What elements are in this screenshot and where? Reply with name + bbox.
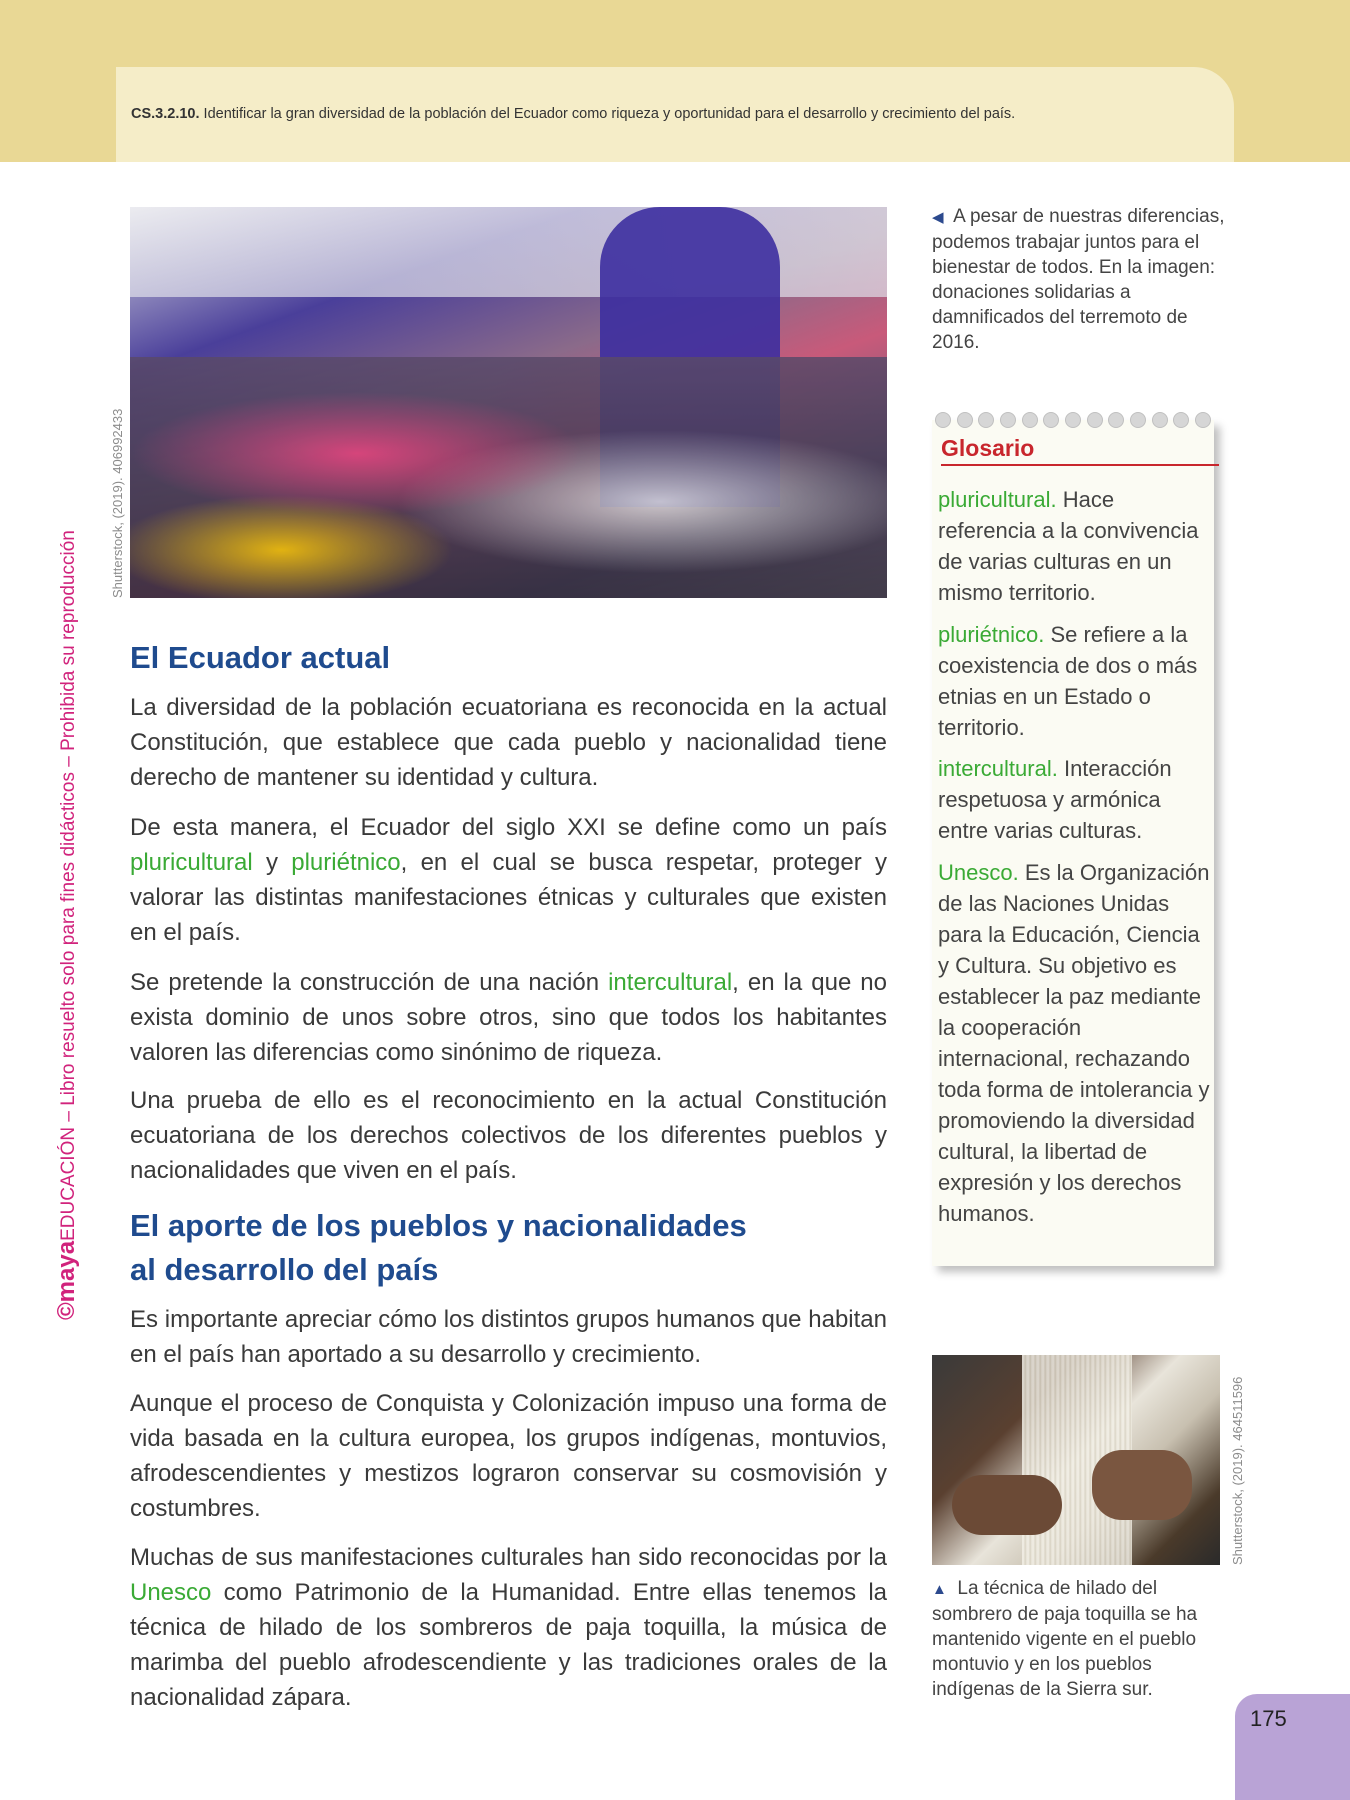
ring-icon	[1108, 412, 1124, 428]
glossary-entry	[938, 619, 1214, 743]
page-number: 175	[1250, 1706, 1287, 1731]
section-title-line: al desarrollo del país	[130, 1252, 439, 1287]
ring-icon	[957, 412, 973, 428]
ring-icon	[1043, 412, 1059, 428]
paja-toquilla-photo	[932, 1355, 1220, 1565]
photo-caption-bottom	[932, 1576, 1232, 1702]
paragraph: Es importante apreciar cómo los distintos grupos humanos que habitan en el país han aportado a su desarrollo y crecimiento.	[130, 1306, 887, 1368]
caption-bottom-text: La técnica de hilado del sombrero de paja toquilla se ha mantenido vigente en el pueblo montuvio y en los pueblos indígenas de la Sierra sur.	[932, 1578, 1198, 1700]
glossary-term: pluriétnico.	[938, 622, 1045, 647]
side-copyright	[50, 480, 84, 1320]
ring-icon	[1130, 412, 1146, 428]
text-run: Muchas de sus manifestaciones culturales han sido reconocidas por la	[130, 1544, 887, 1571]
ring-icon	[1152, 412, 1168, 428]
glossary-definition: Es la Organización de las Naciones Unidas para la Educación, Ciencia y Cultura. Su objetivo es establecer la paz mediante la cooperación internacional, rechazando toda forma de intolerancia y promoviendo la diversidad cultural, la libertad de expresión y los derechos humanos.	[938, 860, 1210, 1226]
glossary-term: pluricultural.	[938, 487, 1057, 512]
glossary-definition: Interacción respetuosa y armónica entre varias culturas.	[938, 756, 1172, 843]
keyword-intercultural: intercultural	[608, 969, 733, 996]
paragraph	[130, 810, 887, 950]
keyword-unesco: Unesco	[130, 1579, 212, 1606]
text-run: como Patrimonio de la Humanidad. Entre ellas tenemos la técnica de hilado de los sombreros de paja toquilla, la música de marimba del pueblo afrodescendiente y las tradiciones orales de la nacionalidad zápara.	[130, 1579, 887, 1711]
up-triangle-icon: ▲	[932, 1581, 947, 1598]
ring-icon	[1065, 412, 1081, 428]
text-run: De esta manera, el Ecuador del siglo XXI se define como un país	[130, 814, 887, 841]
learning-objective	[131, 106, 1211, 122]
left-triangle-icon: ◀	[932, 209, 944, 226]
glossary-term: Unesco.	[938, 860, 1019, 885]
keyword-pluricultural: pluricultural	[130, 849, 253, 876]
right-hand	[1092, 1450, 1192, 1520]
paragraph	[130, 1540, 887, 1715]
text-run: Se pretende la construcción de una nación	[130, 969, 609, 996]
objective-text: Identificar la gran diversidad de la población del Ecuador como riqueza y oportunidad para el desarrollo y crecimiento del país.	[203, 106, 1016, 122]
text-run: y	[252, 849, 292, 876]
keyword-plurietnico: pluriétnico	[291, 849, 401, 876]
paragraph: Una prueba de ello es el reconocimiento en la actual Constitución ecuatoriana de los derechos colectivos de los diferentes pueblos y nacionalidades que viven en el país.	[130, 1087, 887, 1184]
glossary-definition: Hace referencia a la convivencia de varias culturas en un mismo territorio.	[938, 487, 1199, 605]
objective-code: CS.3.2.10.	[131, 106, 200, 122]
maya-logo: ©maya	[53, 1240, 80, 1320]
paragraph	[130, 965, 887, 1070]
side-copyright-text: EDUCACIÓN – Libro resuelto solo para fines didácticos – Prohibida su reproducción	[58, 530, 79, 1241]
ring-icon	[1195, 412, 1211, 428]
ring-icon	[1000, 412, 1016, 428]
hands-photo-credit: Shutterstock, (2019). 464511596	[1230, 1376, 1245, 1565]
glossary-rings	[932, 410, 1214, 430]
photo-caption-top	[932, 204, 1232, 355]
glossary-term: intercultural.	[938, 756, 1058, 781]
ring-icon	[978, 412, 994, 428]
ring-icon	[935, 412, 951, 428]
main-photo-credit: Shutterstock, (2019). 406992433	[110, 408, 125, 598]
glossary-entry	[938, 857, 1214, 1229]
glossary-definition: Se refiere a la coexistencia de dos o más etnias en un Estado o territorio.	[938, 622, 1198, 740]
left-hand	[952, 1475, 1062, 1535]
section-title-ecuador-actual: El Ecuador actual	[130, 640, 391, 675]
ring-icon	[1173, 412, 1189, 428]
caption-top-text: A pesar de nuestras diferencias, podemos trabajar juntos para el bienestar de todos. En la imagen: donaciones solidarias a damnificados del terremoto de 2016.	[932, 206, 1225, 353]
glossary-entry	[938, 484, 1214, 608]
text-run: , en la que no exista dominio de unos sobre otros, sino que todos los habitantes valoren las diferencias como sinónimo de riqueza.	[130, 969, 888, 1066]
text-run: , en el cual se busca respetar, proteger y valorar las distintas manifestaciones étnicas y culturales que existen en el país.	[130, 849, 887, 946]
ring-icon	[1087, 412, 1103, 428]
donations-photo	[130, 207, 887, 598]
glossary-entry	[938, 753, 1214, 846]
glossary-title: Glosario	[941, 435, 1219, 466]
section-title-aporte	[130, 1204, 747, 1292]
paragraph: Aunque el proceso de Conquista y Colonización impuso una forma de vida basada en la cultura europea, los grupos indígenas, montuvios, afrodescendientes y mestizos lograron conservar su cosmovisión y costumbres.	[130, 1390, 887, 1522]
crowd	[130, 357, 887, 598]
paragraph: La diversidad de la población ecuatoriana es reconocida en la actual Constitución, que establece que cada pueblo y nacionalidad tiene derecho de mantener su identidad y cultura.	[130, 694, 887, 791]
ring-icon	[1022, 412, 1038, 428]
section-title-line: El aporte de los pueblos y nacionalidades	[130, 1208, 747, 1243]
